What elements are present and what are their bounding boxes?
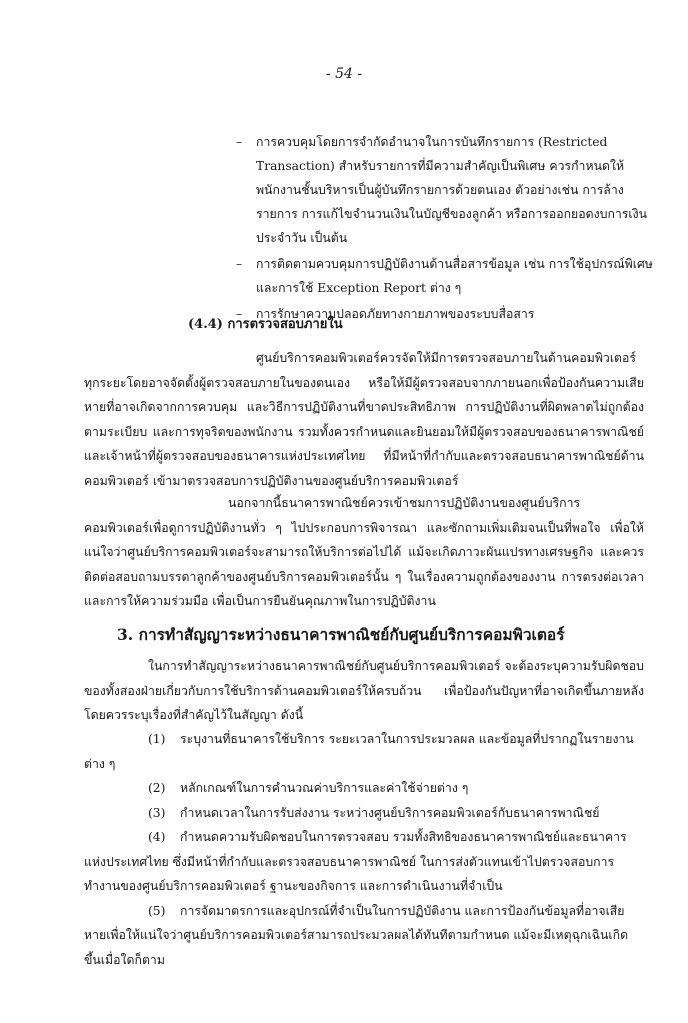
bullet-text: การรักษาความปลอดภัยทางกายภาพของระบบสื่อสาร [256,307,535,321]
list-item [84,727,644,776]
paragraph-internal-audit: ศูนย์บริการคอมพิวเตอร์ควรจัดให้มีการตรวจสอบภายในด้านคอมพิวเตอร์ทุกระยะโดยอาจจัดตั้งผู้ตรวจสอบภายในของตนเอง หรือให้มีผู้ตรวจสอบจากภายนอกเพื่อป้องกันความเสียหายที่อาจเกิดจากการควบคุม และวิธีการปฏิบัติงานที่ขาดประสิทธิภาพ การปฏิบัติงานที่ผิดพลาดไม่ถูกต้องตามระเบียบ และการทุจริตของพนักงาน รวมทั้งควรกำหนดและยินยอมให้มีผู้ตรวจสอบของธนาคารพาณิชย์ และเจ้าหน้าที่ผู้ตรวจสอบของธนาคารแห่งประเทศไทย ที่มีหน้าที่กำกับและตรวจสอบธนาคารพาณิชย์ด้านคอมพิวเตอร์ เข้ามาตรวจสอบการปฏิบัติงานของศูนย์บริการคอมพิวเตอร์ [84,351,644,488]
bullet-text: การควบคุมโดยการจำกัดอำนาจในการบันทึกรายการ (Restricted Transaction) สำหรับรายการที่มีความสำคัญเป็นพิเศษ ควรกำหนดให้พนักงานชั้นบริหารเป็นผู้บันทึกรายการด้วยตนเอง ตัวอย่างเช่น การล้างรายการ การแก้ไขจำนวนเงินในบัญชีของลูกค้า หรือการออกยอดงบการเงินประจำวัน เป็นต้น [256,135,648,245]
paragraph-contract: ในการทำสัญญาระหว่างธนาคารพาณิชย์กับศูนย์บริการคอมพิวเตอร์ จะต้องระบุความรับผิดชอบของทั้งสองฝ่ายเกี่ยวกับการใช้บริการด้านคอมพิวเตอร์ให้ครบถ้วน เพื่อป้องกันปัญหาที่อาจเกิดขึ้นภายหลัง โดยควรระบุเรื่องที่สำคัญไว้ในสัญญา ดังนี้ [84,659,644,722]
bullet-text: การติดตามควบคุมการปฏิบัติงานด้านสื่อสารข้อมูล เช่น การใช้อุปกรณ์พิเศษและการใช้ Exception Report ต่าง ๆ [256,257,653,295]
item-text: หลักเกณฑ์ในการคำนวณค่าบริการและค่าใช้จ่ายต่าง ๆ [180,781,469,795]
item-text: ระบุงานที่ธนาคารใช้บริการ ระยะเวลาในการประมวลผล และข้อมูลที่ปรากฏในรายงานต่าง ๆ [84,732,634,771]
item-text: กำหนดเวลาในการรับส่งงาน ระหว่างศูนย์บริการคอมพิวเตอร์กับธนาคารพาณิชย์ [180,805,600,820]
item-number: (2) [148,781,166,795]
item-text: การจัดมาตรการและอุปกรณ์ที่จำเป็นในการปฏิบัติงาน และการป้องกันข้อมูลที่อาจเสียหายเพื่อให้แน่ใจว่าศูนย์บริการคอมพิวเตอร์สามารถประมวลผลได้ทันทีตามกำหนด แม้จะมีเหตุฉุกเฉินเกิดขึ้นเมื่อใดก็ตาม [84,903,629,967]
paragraph-site-visit: นอกจากนี้ธนาคารพาณิชย์ควรเข้าชมการปฏิบัติงานของศูนย์บริการคอมพิวเตอร์เพื่อดูการปฏิบัติงานทั่ว ๆ ไปประกอบการพิจารณา และซักถามเพิ่มเติมจนเป็นที่พอใจ เพื่อให้แน่ใจว่าศูนย์บริการคอมพิวเตอร์จะสามารถให้บริการต่อไปได้ แม้จะเกิดภาวะผันแปรทางเศรษฐกิจ และควรติดต่อสอบถามบรรดาลูกค้าของศูนย์บริการคอมพิวเตอร์นั้น ๆ ในเรื่องความถูกต้องของงาน การตรงต่อเวลา และการให้ความร่วมมือ เพื่อเป็นการยืนยันคุณภาพในการปฏิบัติงาน [84,496,644,608]
bullet-item [236,130,656,250]
dash-marker: – [236,135,243,149]
bullet-item [236,252,656,300]
item-number: (5) [148,903,166,918]
dash-marker: – [236,307,243,321]
item-number: (4) [148,830,166,844]
item-text: กำหนดความรับผิดชอบในการตรวจสอบ รวมทั้งสิทธิของธนาคารพาณิชย์และธนาคารแห่งประเทศไทย ซึ่งมีหน้าที่กำกับและตรวจสอบธนาคารพาณิชย์ ในการส่งตัวแทนเข้าไปตรวจสอบการทำงานของศูนย์บริการคอมพิวเตอร์ ฐานะของกิจการ และการดำเนินงานที่จำเป็น [84,830,627,893]
list-item [84,776,644,801]
list-item [84,801,644,826]
list-item [84,899,644,973]
contract-items-list [84,727,644,972]
section-heading: 3. การทำสัญญาระหว่างธนาคารพาณิชย์กับศูนย์บริการคอมพิวเตอร์ [117,625,565,644]
list-item [84,825,644,899]
page-number: - 54 - [325,66,363,82]
item-number: (3) [148,805,166,820]
subsection-heading: (4.4) การตรวจสอบภายใน [188,317,343,332]
dash-marker: – [236,257,243,271]
item-number: (1) [148,732,166,746]
